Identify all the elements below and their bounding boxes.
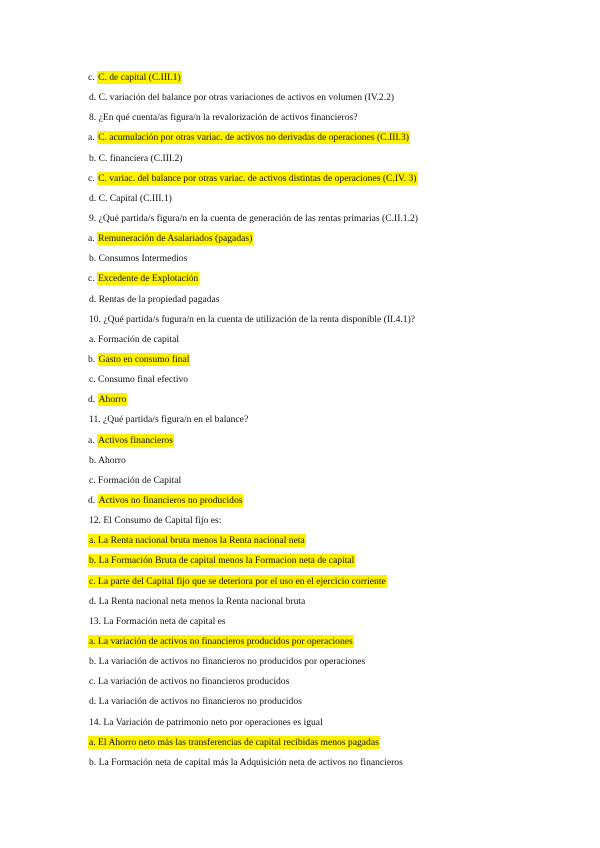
line-prefix: a.	[88, 233, 98, 245]
highlighted-answer: Excedente de Explotación	[98, 273, 199, 285]
line-text: 8. ¿En qué cuenta/as figura/n la revalorización de activos financieros?	[89, 112, 358, 124]
line-text: 9. ¿Qué partida/s figura/n en la cuenta de generación de las rentas primarias (C.II.1.2)	[89, 212, 418, 224]
text-line	[88, 431, 560, 451]
line-text: 12. El Consumo de Capital fijo es:	[89, 515, 222, 527]
highlighted-answer: b. La Formación Bruta de capital menos la Formacion neta de capital	[89, 555, 355, 567]
highlighted-answer: a. El Ahorro neto más las transferencias de capital recibidas menos pagadas	[89, 736, 379, 748]
line-prefix: a.	[88, 434, 98, 446]
line-text: 14. La Variación de patrimonio neto por operaciones es igual	[89, 716, 323, 728]
highlighted-answer: Gasto en consumo final	[98, 353, 190, 365]
text-line	[88, 713, 560, 733]
line-prefix: c.	[88, 273, 98, 285]
line-prefix: c.	[88, 172, 98, 184]
line-prefix: d.	[88, 394, 98, 406]
text-line	[88, 652, 560, 672]
text-line	[88, 572, 560, 592]
text-line	[88, 612, 560, 632]
question-list	[88, 68, 560, 773]
highlighted-answer: C. variac. del balance por otras variac. de activos distintas de operaciones (C.IV. 3)	[98, 172, 417, 184]
line-prefix: c.	[88, 72, 98, 83]
text-line	[88, 169, 560, 189]
line-text: b. Consumos Intermedios	[89, 253, 188, 265]
text-line	[88, 290, 560, 310]
text-line	[88, 209, 560, 229]
text-line	[88, 451, 560, 471]
highlighted-answer: C. de capital (C.III.1)	[98, 72, 181, 83]
text-line	[88, 410, 560, 430]
text-line	[88, 531, 560, 551]
text-line	[88, 88, 560, 108]
text-line	[88, 370, 560, 390]
highlighted-answer: Activos financieros	[98, 434, 173, 446]
line-text: b. La Formación neta de capital más la Adquisición neta de activos no financieros	[89, 756, 403, 768]
highlighted-answer: Ahorro	[98, 394, 127, 406]
line-text: 11. ¿Qué partida/s figura/n en el balance?	[89, 414, 249, 426]
text-line	[88, 310, 560, 330]
highlighted-answer: Remuneración de Asalariados (pagadas)	[98, 233, 253, 245]
text-line	[88, 733, 560, 753]
text-line	[88, 189, 560, 209]
text-line	[88, 672, 560, 692]
text-line	[88, 68, 560, 88]
text-line	[88, 108, 560, 128]
highlighted-answer: c. La parte del Capital fijo que se deteriora por el uso en el ejercicio corriente	[89, 575, 386, 587]
text-line	[88, 632, 560, 652]
line-text: d. La Renta nacional neta menos la Renta nacional bruta	[89, 595, 306, 607]
line-text: b. Ahorro	[89, 454, 126, 466]
line-text: d. C. Capital (C.III.1)	[89, 192, 172, 204]
text-line	[88, 511, 560, 531]
highlighted-answer: a. La variación de activos no financieros producidos por operaciones	[89, 635, 353, 647]
line-text: b. La variación de activos no financieros no producidos por operaciones	[89, 656, 366, 668]
text-line	[88, 592, 560, 612]
text-line	[88, 269, 560, 289]
line-text: 13. La Formación neta de capital es	[89, 615, 226, 627]
text-line	[88, 229, 560, 249]
line-text: d. C. variación del balance por otras variaciones de activos en volumen (IV.2.2)	[89, 92, 395, 104]
text-line	[88, 128, 560, 148]
highlighted-answer: Activos no financieros no producidos	[98, 494, 243, 506]
text-line	[88, 753, 560, 773]
line-text: c. La variación de activos no financieros producidos	[89, 676, 290, 688]
line-text: b. C. financiera (C.III.2)	[89, 152, 183, 164]
text-line	[88, 350, 560, 370]
line-text: 10. ¿Qué partida/s fugura/n en la cuenta de utilización de la renta disponible (II.4.1)?	[89, 313, 416, 325]
text-line	[88, 692, 560, 712]
text-line	[88, 471, 560, 491]
highlighted-answer: C. acumulación por otras variac. de activos no derivadas de operaciones (C.III.3)	[98, 132, 409, 144]
line-text: c. Formación de Capital	[89, 474, 182, 486]
line-prefix: b.	[88, 353, 98, 365]
line-text: d. Rentas de la propiedad pagadas	[89, 293, 220, 305]
text-line	[88, 491, 560, 511]
text-line	[88, 149, 560, 169]
highlighted-answer: a. La Renta nacional bruta menos la Renta nacional neta	[89, 535, 305, 547]
line-prefix: d.	[88, 494, 98, 506]
text-line	[88, 390, 560, 410]
text-line	[88, 551, 560, 571]
line-text: a. Formación de capital	[89, 333, 180, 345]
text-line	[88, 249, 560, 269]
line-text: d. La variación de activos no financieros no producidos	[89, 696, 302, 708]
text-line	[88, 330, 560, 350]
line-prefix: a.	[88, 132, 98, 144]
line-text: c. Consumo final efectivo	[89, 374, 189, 386]
